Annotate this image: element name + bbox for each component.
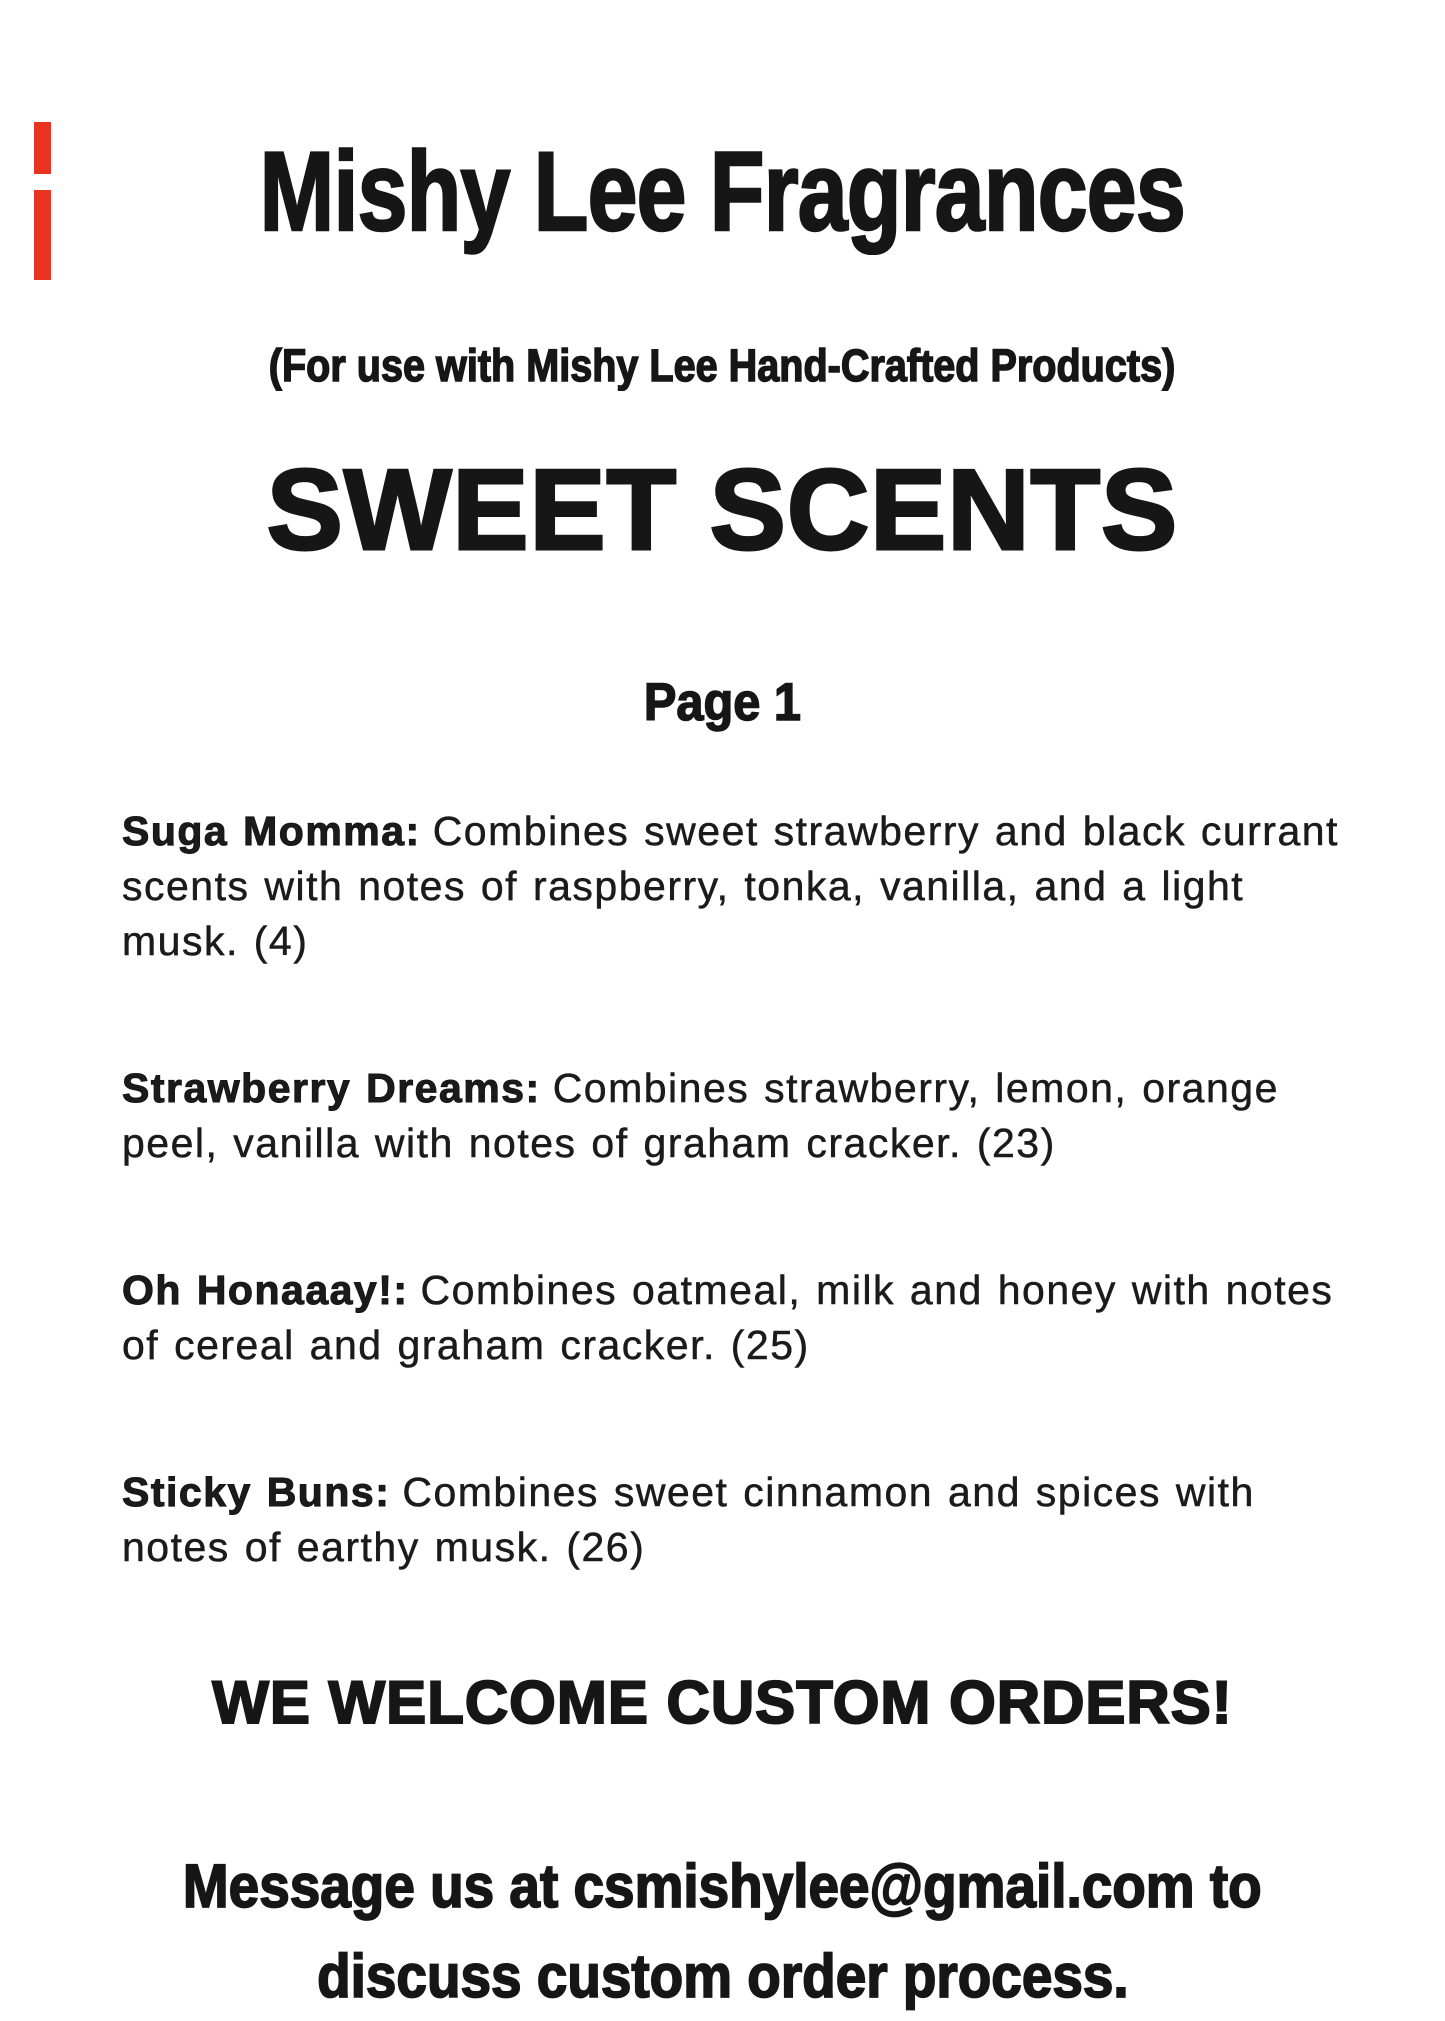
red-scan-artifact-bottom (34, 190, 51, 280)
contact-message (0, 1841, 1445, 2021)
page-number-label (0, 672, 1445, 734)
flyer-page (0, 122, 1445, 2010)
scent-name: Sticky Buns: (122, 1468, 391, 1515)
brand-subtitle-text: (For use with Mishy Lee Hand-Crafted Products) (269, 340, 1176, 392)
scent-list (122, 804, 1347, 1575)
scent-name: Suga Momma: (122, 807, 421, 854)
brand-subtitle (0, 337, 1445, 395)
red-scan-artifact-top (34, 122, 51, 174)
flyer-footer (0, 1667, 1445, 2021)
contact-message-line-1-text: Message us at csmishylee@gmail.com to (183, 1851, 1262, 1920)
brand-title-text: Mishy Lee Fragrances (259, 129, 1186, 254)
scent-item-oh-honaaay (122, 1263, 1347, 1373)
section-title: SWEET SCENTS (266, 447, 1179, 575)
scent-description: Combines strawberry, lemon, orange peel, vanilla with notes of graham cracker. (23) (122, 1064, 1279, 1166)
scent-description: Combines oatmeal, milk and honey with notes of cereal and graham cracker. (25) (122, 1266, 1334, 1368)
contact-message-line-1 (0, 1841, 1445, 1931)
scent-description: Combines sweet cinnamon and spices with notes of earthy musk. (26) (122, 1468, 1255, 1570)
scent-name: Strawberry Dreams: (122, 1064, 541, 1111)
scent-name: Oh Honaaay!: (122, 1266, 409, 1313)
contact-message-line-2 (0, 1931, 1445, 2021)
scent-description: Combines sweet strawberry and black currant scents with notes of raspberry, tonka, vanilla, and a light musk. (4) (122, 807, 1339, 964)
page-number-text: Page 1 (643, 672, 802, 732)
flyer-header (0, 122, 1445, 734)
custom-orders-heading: WE WELCOME CUSTOM ORDERS! (212, 1668, 1233, 1736)
scent-item-sticky-buns (122, 1465, 1347, 1575)
scent-item-suga-momma (122, 804, 1347, 969)
contact-message-line-2-text: discuss custom order process. (316, 1941, 1129, 2010)
scent-item-strawberry-dreams (122, 1061, 1347, 1171)
brand-title (0, 122, 1445, 262)
